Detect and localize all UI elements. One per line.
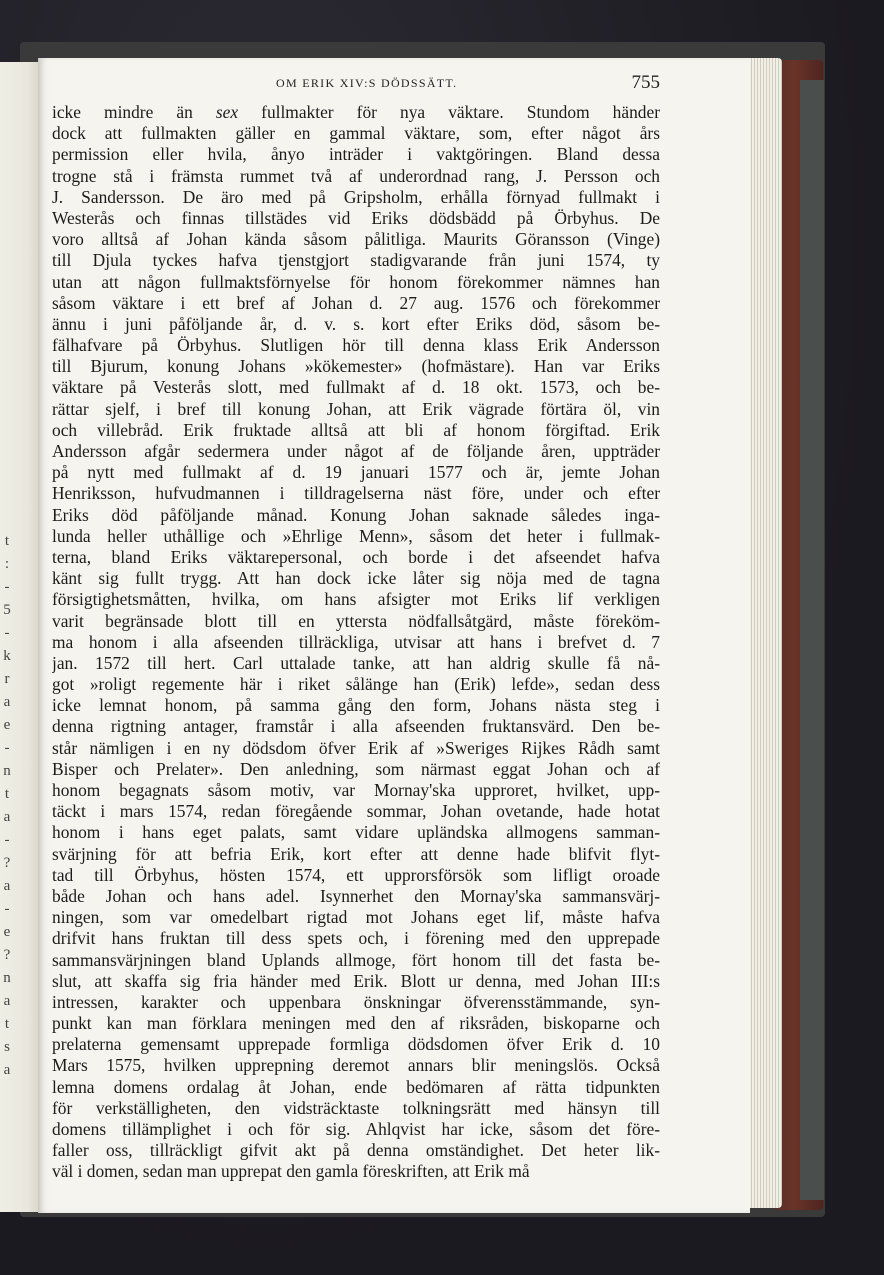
facing-page-letter: t xyxy=(4,1016,10,1032)
text-line: jan. 1572 till hert. Carl uttalade tanke, att han aldrig skulle få nå- xyxy=(52,652,660,673)
text-line: got »roligt regemente här i riket sålänge han (Erik) lefde», sedan dess xyxy=(52,674,660,695)
text-line: varit begränsade blott till en yttersta nödfallsåtgärd, måste föreköm- xyxy=(52,610,660,631)
text-line: Andersson afgår sedermera under något af de följande åren, uppträder xyxy=(52,441,660,461)
facing-page-letter: a xyxy=(3,809,11,825)
text-line: faller oss, tillräckligt gifvit akt på denna omständighet. Det heter lik- xyxy=(52,1140,660,1161)
facing-page-letter: n xyxy=(3,763,11,779)
text-line: väl i domen, sedan man upprepat den gamla föreskriften, att Erik må xyxy=(52,1161,530,1182)
text-line: för verkställigheten, den vidsträcktaste tolkningsrätt med hänsyn till xyxy=(52,1097,660,1118)
facing-page-letter: n xyxy=(3,970,11,986)
text-line: honom begagnats såsom motiv, var Mornay'ska upproret, hvilket, upp- xyxy=(52,780,660,800)
text-line: intressen, karakter och uppenbara önskningar öfverensstämmande, syn- xyxy=(52,991,660,1012)
facing-page-letter: t xyxy=(4,533,10,549)
facing-page-letter: t xyxy=(4,786,10,802)
text-line: såsom väktare i ett bref af Johan d. 27 aug. 1576 och förekommer xyxy=(52,292,660,313)
text-line: står nämligen i en ny dödsdom öfver Erik af »Sweriges Rijkes Rådh samt xyxy=(52,737,660,758)
text-line: både Johan och hans adel. Isynnerhet den Mornay'ska sammansvärj- xyxy=(52,885,660,906)
facing-page-letter: a xyxy=(3,993,11,1009)
facing-page-letter: - xyxy=(4,625,10,641)
text-line: rättar sjelf, i bref till konung Johan, att Erik vägrade förtära öl, vin xyxy=(52,398,660,419)
text-line: fälhafvare på Örbyhus. Slutligen hör till denna klass Erik Andersson xyxy=(52,335,660,356)
text-line: väktare på Vesterås slott, med fullmakt af d. 18 okt. 1573, och be- xyxy=(52,377,660,398)
text-line: J. Sandersson. De äro med på Gripsholm, erhålla förnyad fullmakt i xyxy=(52,186,660,207)
text-line: lunda heller uthållige och »Ehrlige Menn», såsom det heter i fullmak- xyxy=(52,525,660,546)
facing-page-letter: 5 xyxy=(3,602,11,618)
facing-page-letter: r xyxy=(4,671,10,687)
text-line: tad till Örbyhus, hösten 1574, ett upprorsförsök som lifligt oroade xyxy=(52,864,660,885)
text-line: prelaterna gemensamt upprepade formliga dödsdomen öfver Erik d. 10 xyxy=(52,1034,660,1055)
text-line: utan att någon fullmaktsförnyelse för honom förekommer nämnes han xyxy=(52,271,660,292)
facing-page-letter: - xyxy=(4,579,10,595)
text-line: svärjning för att befria Erik, kort efter att denne hade blifvit flyt- xyxy=(52,843,660,864)
text-line: på nytt med fullmakt af d. 19 januari 1577 och är, jemte Johan xyxy=(52,462,660,483)
facing-page-letter: - xyxy=(4,901,10,917)
facing-page-letter: ? xyxy=(3,947,11,963)
facing-page-letter: ? xyxy=(3,855,11,871)
text-line: försigtighetsmåtten, hvilka, om hans afsigter mot Eriks lif verkligen xyxy=(52,589,660,610)
text-line: till Djula tyckes hafva tjenstgjort stadigvarande från juni 1574, ty xyxy=(52,250,660,271)
text-line: slut, att skaffa sig fria händer med Erik. Blott ur denna, med Johan III:s xyxy=(52,970,660,991)
facing-page-letter: - xyxy=(4,740,10,756)
text-line: punkt kan man förklara meningen med den af riksråden, biskoparne och xyxy=(52,1013,660,1034)
text-line: icke mindre än sex fullmakter för nya väktare. Stundom händer xyxy=(52,102,660,122)
text-line: icke lemnat honom, på samma gång den form, Johans nästa steg i xyxy=(52,695,660,716)
text-line: och villebråd. Erik fruktade alltså att bli af honom förgiftad. Erik xyxy=(52,419,660,440)
text-line: trogne stå i främsta rummet två af underordnad rang, J. Persson och xyxy=(52,165,660,186)
facing-page-margin-text xyxy=(0,530,14,1082)
cover-board-edge xyxy=(800,80,824,1200)
text-line: Henriksson, hufvudmannen i tilldragelserna näst före, under och efter xyxy=(52,483,660,504)
facing-page-letter: e xyxy=(3,717,11,733)
text-line: Eriks död påföljande månad. Konung Johan saknade således inga- xyxy=(52,504,660,525)
facing-page-letter: a xyxy=(3,1062,11,1078)
facing-page-letter: e xyxy=(3,924,11,940)
text-line: voro alltså af Johan kända såsom pålitliga. Maurits Göransson (Vinge) xyxy=(52,229,660,250)
page-number: 755 xyxy=(631,72,660,93)
facing-page-letter: k xyxy=(3,648,11,664)
text-line: domens tillämplighet i och för sig. Ahlqvist har icke, såsom det före- xyxy=(52,1119,660,1139)
text-line: dock att fullmakten gäller en gammal väktare, som, efter något års xyxy=(52,123,660,144)
text-line: ännu i juni påföljande år, d. v. s. kort efter Eriks död, såsom be- xyxy=(52,313,660,334)
facing-page-letter: a xyxy=(3,878,11,894)
text-line: Mars 1575, hvilken upprepning deremot annars blir meningslös. Också xyxy=(52,1055,660,1076)
text-line: Westerås och finnas tillstädes vid Eriks dödsbädd på Örbyhus. De xyxy=(52,207,660,228)
text-line: till Bjurum, konung Johans »kökemester» (hofmästare). Han var Eriks xyxy=(52,356,660,377)
body-text xyxy=(52,102,660,1183)
text-line: täckt i mars 1574, redan föregående sommar, Johan ovetande, hade hotat xyxy=(52,801,660,822)
text-line: sammansvärjningen bland Uplands allmoge, fört honom till det fasta be- xyxy=(52,949,660,970)
text-line: känt sig fullt trygg. Att han dock icke låter sig nöja med de tagna xyxy=(52,568,660,589)
text-line: honom i hans eget palats, samt vidare upländska allmogens samman- xyxy=(52,822,660,843)
text-line: drifvit hans fruktan till dess spets och, i förening med den upprepade xyxy=(52,928,660,949)
text-line: Bisper och Prelater». Den anledning, som närmast eggat Johan och af xyxy=(52,758,660,779)
facing-page-letter: a xyxy=(3,694,11,710)
text-line: lemna domens ordalag åt Johan, ende bedömaren af rätta tidpunkten xyxy=(52,1076,660,1097)
page-header xyxy=(50,72,660,94)
text-line: terna, bland Eriks väktarepersonal, och borde i det afseendet hafva xyxy=(52,546,660,567)
text-line: denna rigtning antager, framstår i alla afseenden fruktansvärd. Den be- xyxy=(52,716,660,737)
facing-page-letter: s xyxy=(4,1039,10,1055)
text-line: ma honom i alla afseenden tillräckliga, utvisar att hans i brefvet d. 7 xyxy=(52,631,660,652)
facing-page-letter: : xyxy=(4,556,10,572)
facing-page-letter: - xyxy=(4,832,10,848)
text-line: permission eller hvila, ånyo inträder i vaktgöringen. Bland dessa xyxy=(52,144,660,165)
text-line: ningen, som var omedelbart rigtad mot Johans eget lif, måste hafva xyxy=(52,907,660,928)
running-head: OM ERIK XIV:S DÖDSSÄTT. xyxy=(276,76,458,90)
